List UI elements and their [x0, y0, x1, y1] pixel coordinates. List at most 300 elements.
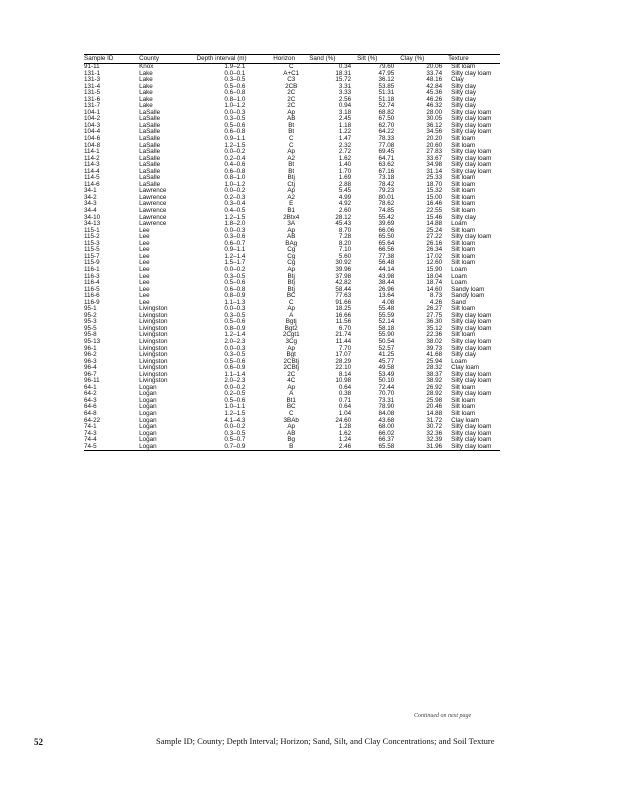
cell-sample-id: 34-13: [84, 220, 101, 228]
cell-clay: 36.30: [426, 318, 443, 326]
cell-texture: Silt loam: [451, 193, 476, 201]
cell-texture: Silt loam: [451, 403, 476, 411]
cell-texture: Silty clay loam: [451, 344, 492, 352]
cell-silt: 64.22: [378, 128, 395, 136]
cell-sand: 2.88: [338, 180, 352, 188]
cell-county: Logan: [139, 403, 157, 411]
cell-sand: 11.56: [335, 318, 352, 326]
cell-silt: 44.14: [378, 265, 395, 273]
cell-silt: 80.01: [378, 193, 395, 201]
cell-clay: 38.92: [426, 377, 443, 385]
cell-depth: 1.2–1.4: [224, 252, 246, 260]
cell-texture: Silt loam: [451, 135, 476, 143]
cell-silt: 69.45: [378, 148, 395, 156]
cell-county: Lee: [139, 252, 150, 260]
cell-horizon: AB: [287, 115, 296, 123]
cell-clay: 41.68: [426, 351, 443, 359]
cell-depth: 1.2–1.5: [224, 213, 246, 221]
cell-texture: Silty clay: [451, 82, 476, 90]
cell-sand: 15.72: [335, 76, 352, 84]
cell-sample-id: 115-1: [84, 226, 100, 234]
cell-sample-id: 114-5: [84, 174, 100, 182]
cell-clay: 46.26: [426, 95, 443, 103]
cell-texture: Silty clay loam: [451, 108, 492, 116]
cell-sand: 8.14: [338, 370, 352, 378]
cell-silt: 52.74: [378, 102, 395, 110]
cell-silt: 26.96: [378, 285, 395, 293]
cell-sample-id: 115-2: [84, 233, 100, 241]
cell-texture: Silty clay loam: [451, 429, 492, 437]
cell-silt: 43.68: [378, 416, 395, 424]
cell-county: LaSalle: [139, 115, 161, 123]
cell-county: LaSalle: [139, 174, 161, 182]
soil-data-table: [84, 54, 500, 451]
cell-clay: 17.02: [426, 252, 443, 260]
cell-clay: 15.00: [426, 193, 443, 201]
cell-sample-id: 96-11: [84, 377, 100, 385]
cell-texture: Loam: [451, 220, 467, 228]
cell-silt: 70.70: [378, 390, 395, 398]
cell-county: Livingston: [139, 344, 168, 352]
cell-horizon: B1: [287, 207, 296, 215]
cell-sand: 10.98: [335, 377, 352, 385]
cell-silt: 78.33: [378, 135, 395, 143]
cell-silt: 56.48: [378, 259, 395, 267]
cell-depth: 0.5–0.6: [224, 279, 246, 287]
cell-sand: 21.74: [335, 331, 352, 339]
cell-county: Lawrence: [139, 200, 167, 208]
cell-sand: 39.96: [335, 265, 352, 273]
cell-horizon: 2Cgt1: [282, 331, 300, 339]
cell-county: Lee: [139, 226, 150, 234]
cell-horizon: 2C: [287, 370, 296, 378]
cell-depth: 0.0–0.1: [224, 69, 246, 77]
cell-sample-id: 114-4: [84, 167, 100, 175]
cell-sand: 2.46: [309, 444, 357, 451]
cell-depth: 0.5–0.6: [224, 318, 246, 326]
cell-sample-id: 114-1: [84, 148, 100, 156]
table-body: [84, 64, 500, 451]
cell-clay: 31.14: [426, 167, 443, 175]
cell-silt: 53.49: [378, 370, 395, 378]
cell-sand: 3.18: [338, 108, 352, 116]
cell-sample-id: 74-5: [84, 444, 139, 451]
cell-clay: 27.83: [426, 148, 443, 156]
cell-silt: 79.60: [378, 63, 395, 70]
cell-depth: 1.2–1.5: [224, 141, 246, 149]
cell-depth: 0.0–0.3: [224, 344, 246, 352]
cell-depth: 2.0–2.3: [224, 377, 246, 385]
cell-clay: 38.02: [426, 337, 443, 345]
cell-horizon: BC: [286, 292, 296, 300]
cell-horizon: Ap: [287, 423, 296, 431]
cell-sand: 1.22: [338, 128, 352, 136]
cell-horizon: AB: [287, 233, 296, 241]
cell-sand: 2.32: [338, 141, 352, 149]
cell-county: LaSalle: [139, 180, 161, 188]
cell-sand: 16.66: [335, 311, 352, 319]
cell-sand: 8.20: [338, 239, 352, 247]
cell-silt: 65.50: [378, 233, 395, 241]
cell-sand: 1.18: [338, 121, 352, 129]
header-county: County: [139, 55, 197, 64]
cell-depth: 0.3–0.4: [224, 200, 246, 208]
header-clay: Clay (%): [400, 55, 448, 64]
cell-county: Lawrence: [139, 187, 167, 195]
cell-silt: 55.90: [378, 331, 395, 339]
cell-silt: 72.44: [378, 383, 395, 391]
cell-silt: 77.38: [378, 252, 395, 260]
cell-county: Lee: [139, 292, 150, 300]
cell-county: Lake: [139, 102, 153, 110]
cell-clay: 25.24: [426, 226, 443, 234]
cell-depth: 1.0–1.2: [224, 180, 246, 188]
cell-horizon: C: [288, 63, 294, 70]
cell-sample-id: 64-8: [84, 409, 97, 417]
cell-clay: 18.04: [426, 272, 443, 280]
cell-clay: 26.27: [426, 305, 443, 313]
cell-depth: 4.1–4.3: [224, 416, 246, 424]
cell-texture: Silt loam: [451, 409, 476, 417]
cell-silt: 39.69: [378, 220, 395, 228]
cell-sand: 58.44: [335, 285, 352, 293]
cell-sand: 5.60: [338, 252, 352, 260]
cell-silt: 38.44: [378, 279, 395, 287]
cell-horizon: Bgt2: [284, 324, 298, 332]
cell-horizon: A+C1: [283, 69, 300, 77]
cell-sand: 3.33: [338, 89, 352, 97]
cell-clay: 30.72: [426, 423, 443, 431]
cell-sample-id: 74-4: [84, 436, 97, 444]
cell-depth: 0.7–0.9: [197, 444, 274, 451]
cell-clay: 42.84: [426, 82, 443, 90]
cell-silt: 67.50: [378, 115, 395, 123]
cell-sample-id: 104-8: [84, 141, 101, 149]
cell-clay: 28.32: [426, 364, 443, 372]
cell-clay: 38.37: [426, 370, 443, 378]
cell-clay: 36.12: [426, 121, 443, 129]
cell-silt: 52.57: [378, 344, 395, 352]
cell-silt: 4.08: [381, 298, 395, 306]
cell-clay: 34.98: [426, 161, 443, 169]
cell-horizon: Bg: [287, 436, 296, 444]
cell-sample-id: 64-22: [84, 416, 101, 424]
cell-horizon: Bt: [288, 121, 295, 129]
cell-horizon: C: [288, 141, 294, 149]
cell-depth: 0.6–0.7: [224, 239, 246, 247]
cell-clay: 35.12: [426, 324, 443, 332]
cell-horizon: 2C: [287, 89, 296, 97]
cell-sample-id: 34-3: [84, 200, 97, 208]
cell-clay: 31.72: [426, 416, 443, 424]
cell-depth: 0.4–0.5: [224, 207, 246, 215]
cell-county: Livingston: [139, 331, 168, 339]
cell-texture: Silt loam: [451, 396, 476, 404]
cell-sample-id: 64-2: [84, 390, 97, 398]
cell-depth: 1.0–1.1: [224, 403, 246, 411]
cell-silt: 55.42: [378, 213, 395, 221]
cell-texture: Loam: [451, 265, 467, 273]
cell-depth: 1.0–1.2: [224, 102, 246, 110]
cell-county: Lee: [139, 246, 150, 254]
cell-horizon: Ap: [287, 148, 296, 156]
cell-clay: 25.33: [426, 174, 443, 182]
cell-texture: Sand: [451, 298, 466, 306]
cell-texture: Clay loam: [451, 364, 480, 372]
cell-county: Knox: [139, 63, 154, 70]
cell-sample-id: 115-3: [84, 239, 100, 247]
cell-clay: 27.75: [426, 311, 443, 319]
cell-horizon: Ap: [287, 187, 296, 195]
cell-sample-id: 74-1: [84, 423, 97, 431]
cell-depth: 0.5–0.7: [224, 436, 246, 444]
cell-county: Logan: [139, 396, 157, 404]
cell-silt: 78.90: [378, 403, 395, 411]
cell-clay: 20.20: [426, 135, 443, 143]
cell-depth: 0.8–0.9: [224, 324, 246, 332]
cell-sand: 1.70: [338, 167, 352, 175]
cell-sample-id: 96-3: [84, 357, 97, 365]
cell-sand: 2.72: [338, 148, 352, 156]
cell-sample-id: 74-3: [84, 429, 97, 437]
cell-horizon: AB: [287, 429, 296, 437]
cell-texture: Clay loam: [451, 416, 480, 424]
cell-silt: 73.18: [378, 174, 395, 182]
cell-silt: 55.59: [378, 311, 395, 319]
cell-horizon: Btj: [287, 272, 295, 280]
cell-sample-id: 116-3: [84, 272, 100, 280]
cell-county: Logan: [139, 423, 157, 431]
cell-clay: 25.98: [426, 396, 443, 404]
cell-horizon: Ap: [287, 383, 296, 391]
cell-depth: 0.3–0.5: [224, 351, 246, 359]
cell-sample-id: 131-7: [84, 102, 101, 110]
cell-sample-id: 116-6: [84, 292, 100, 300]
cell-sample-id: 104-1: [84, 108, 101, 116]
cell-sand: 0.64: [338, 383, 352, 391]
cell-clay: 33.67: [426, 154, 443, 162]
cell-sample-id: 131-6: [84, 95, 101, 103]
cell-depth: 0.5–0.6: [224, 82, 246, 90]
cell-sample-id: 104-6: [84, 135, 101, 143]
cell-clay: 18.70: [426, 180, 443, 188]
cell-texture: Silty clay loam: [451, 69, 492, 77]
cell-sample-id: 115-5: [84, 246, 100, 254]
page-number: 52: [34, 737, 43, 747]
cell-sample-id: 115-7: [84, 252, 100, 260]
cell-sample-id: 116-9: [84, 298, 100, 306]
cell-depth: 0.3–0.5: [224, 272, 246, 280]
cell-sand: 1.47: [338, 135, 352, 143]
cell-clay: 16.46: [426, 200, 443, 208]
cell-sample-id: 96-4: [84, 364, 97, 372]
cell-sand: 17.07: [335, 351, 352, 359]
cell-county: Livingston: [139, 370, 168, 378]
cell-sample-id: 116-1: [84, 265, 100, 273]
cell-depth: 0.0–0.3: [224, 226, 246, 234]
cell-clay: 22.36: [426, 331, 443, 339]
cell-sand: 28.12: [335, 213, 352, 221]
cell-county: Logan: [139, 390, 157, 398]
cell-clay: 14.60: [426, 285, 443, 293]
cell-county: Livingston: [139, 324, 168, 332]
cell-sample-id: 104-4: [84, 128, 101, 136]
cell-texture: Clay: [451, 76, 464, 84]
cell-county: LaSalle: [139, 141, 161, 149]
cell-sand: 91.66: [335, 298, 352, 306]
cell-depth: 1.8–2.0: [224, 220, 246, 228]
header-horizon: Horizon: [273, 55, 309, 64]
cell-clay: 45.36: [426, 89, 443, 97]
cell-silt: 41.25: [378, 351, 395, 359]
cell-texture: Silty clay loam: [451, 128, 492, 136]
cell-sand: 2.45: [338, 115, 352, 123]
cell-sample-id: 114-6: [84, 180, 100, 188]
cell-depth: 0.3–0.5: [224, 311, 246, 319]
cell-horizon: 4C: [287, 377, 296, 385]
cell-silt: 66.56: [378, 246, 395, 254]
continued-note: Continued on next page: [414, 713, 472, 719]
header-sand: Sand (%): [309, 55, 357, 64]
cell-sample-id: 114-3: [84, 161, 100, 169]
cell-sand: 8.70: [338, 226, 352, 234]
cell-depth: 1.2–1.5: [224, 409, 246, 417]
cell-depth: 0.8–0.9: [224, 292, 246, 300]
cell-sample-id: 131-1: [84, 69, 101, 77]
cell-depth: 0.0–0.2: [224, 383, 246, 391]
cell-clay: 12.60: [426, 259, 443, 267]
cell-silt: 58.18: [378, 324, 395, 332]
cell-silt: 53.85: [378, 82, 395, 90]
cell-horizon: A: [289, 311, 294, 319]
cell-texture: Silt loam: [451, 252, 476, 260]
header-texture: Texture: [448, 55, 500, 64]
cell-depth: 0.6–0.9: [224, 364, 246, 372]
cell-depth: 0.9–1.1: [224, 246, 246, 254]
cell-texture: Silt loam: [451, 305, 476, 313]
cell-silt: 55.48: [378, 305, 395, 313]
cell-silt: 52.14: [378, 318, 395, 326]
cell-county: Lee: [139, 298, 150, 306]
cell-sand: 0.94: [338, 102, 352, 110]
cell-horizon: 3BAb: [283, 416, 299, 424]
cell-county: Logan: [139, 436, 157, 444]
cell-horizon: Ap: [287, 226, 296, 234]
cell-horizon: 2CB: [285, 82, 298, 90]
cell-sample-id: 114-2: [84, 154, 100, 162]
cell-depth: 2.0–2.3: [224, 337, 246, 345]
cell-county: Logan: [139, 429, 157, 437]
cell-sample-id: 34-4: [84, 207, 97, 215]
cell-texture: Silt loam: [451, 331, 476, 339]
cell-texture: Silty clay: [451, 95, 476, 103]
cell-clay: 22.55: [426, 207, 443, 215]
cell-depth: 0.6–0.8: [224, 128, 246, 136]
cell-horizon: Btj: [287, 279, 295, 287]
cell-texture: Sandy loam: [451, 285, 485, 293]
cell-clay: 8.73: [429, 292, 443, 300]
cell-depth: 0.0–0.3: [224, 305, 246, 313]
cell-county: Lake: [139, 89, 153, 97]
cell-horizon: Ap: [287, 305, 296, 313]
cell-texture: Silty clay loam: [451, 154, 492, 162]
cell-horizon: Ap: [287, 344, 296, 352]
cell-texture: Silt loam: [451, 239, 476, 247]
cell-silt: 51.18: [378, 95, 395, 103]
cell-depth: 0.6–0.8: [224, 167, 246, 175]
cell-clay: 15.90: [426, 265, 443, 273]
cell-horizon: E: [289, 200, 294, 208]
cell-county: Livingston: [139, 351, 168, 359]
cell-silt: 84.08: [378, 409, 395, 417]
cell-county: Livingston: [139, 337, 168, 345]
cell-sample-id: 96-7: [84, 370, 97, 378]
cell-sample-id: 34-1: [84, 187, 97, 195]
cell-silt: 66.06: [378, 226, 395, 234]
cell-silt: 73.31: [378, 396, 395, 404]
cell-sand: 18.25: [335, 305, 352, 313]
cell-county: LaSalle: [139, 135, 161, 143]
cell-sand: 5.45: [338, 187, 352, 195]
cell-clay: 39.73: [426, 344, 443, 352]
cell-horizon: 2C: [287, 102, 296, 110]
cell-clay: 48.16: [426, 76, 443, 84]
cell-sample-id: 96-2: [84, 351, 97, 359]
cell-sample-id: 95-1: [84, 305, 97, 313]
cell-sample-id: 34-10: [84, 213, 101, 221]
cell-silt: 45.77: [378, 357, 395, 365]
cell-sample-id: 91-11: [84, 63, 100, 70]
header-depth-interval: Depth interval (m): [197, 55, 274, 64]
cell-depth: 0.3–0.5: [224, 429, 246, 437]
cell-horizon: Ap: [287, 108, 296, 116]
cell-silt: 36.12: [378, 76, 395, 84]
cell-sample-id: 104-2: [84, 115, 101, 123]
cell-silt: 66.02: [378, 429, 395, 437]
cell-horizon: 2CBtj: [283, 364, 299, 372]
cell-county: Lake: [139, 69, 153, 77]
cell-horizon: Bt: [288, 167, 295, 175]
cell-texture: Silt loam: [451, 207, 476, 215]
cell-clay: 46.32: [426, 102, 443, 110]
cell-depth: 0.8–1.0: [224, 95, 246, 103]
cell-sand: 0.64: [338, 403, 352, 411]
cell-sample-id: 64-3: [84, 396, 97, 404]
cell-texture: Silt loam: [451, 180, 476, 188]
cell-silt: 68.00: [378, 423, 395, 431]
table-row: [84, 444, 500, 451]
cell-texture: Silty clay loam: [451, 121, 492, 129]
cell-sand: 42.82: [335, 279, 352, 287]
cell-depth: 0.0–0.2: [224, 187, 246, 195]
cell-silt: 77.08: [378, 141, 395, 149]
cell-depth: 0.3–0.6: [224, 233, 246, 241]
cell-texture: Silty clay loam: [451, 148, 492, 156]
cell-clay: 15.32: [426, 187, 443, 195]
cell-sample-id: 131-4: [84, 82, 101, 90]
cell-horizon: 2C: [287, 95, 296, 103]
cell-texture: Silty clay loam: [448, 444, 500, 451]
cell-clay: 28.00: [426, 108, 443, 116]
cell-clay: 14.88: [426, 409, 443, 417]
cell-silt: 65.64: [378, 239, 395, 247]
cell-clay: 26.16: [426, 239, 443, 247]
cell-depth: 0.8–1.0: [224, 174, 246, 182]
cell-texture: Silty clay loam: [451, 337, 492, 345]
cell-county: Logan: [139, 416, 157, 424]
cell-texture: Silt loam: [451, 63, 476, 70]
cell-county: Lee: [139, 259, 150, 267]
